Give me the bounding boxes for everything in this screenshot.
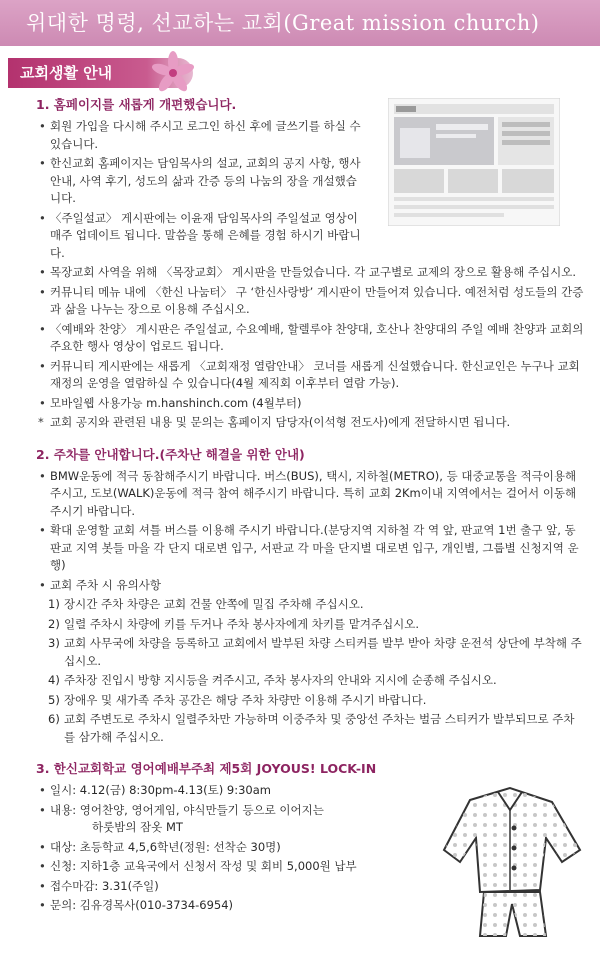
list-item: • 문의: 김유경목사(010-3734-6954) (36, 897, 396, 915)
pajama-illustration (440, 780, 590, 940)
list-item: • 일시: 4.12(금) 8:30pm-4.13(토) 9:30am (36, 782, 396, 800)
parking-rule-item: 6) 교회 주변도로 주차시 일렬주차만 가능하며 이중주차 및 중앙선 주차는 벌금 스티커가 발부되므로 주차를 삼가해 주십시오. (48, 712, 575, 744)
parking-rule-item: 5) 장애우 및 새가족 주차 공간은 해당 주차 차량만 이용해 주시기 바랍니다. (48, 692, 427, 707)
section-heading: 1. 홈페이지를 새롭게 개편했습니다. (36, 97, 237, 112)
list-item: • 확대 운영할 교회 셔틀 버스를 이용해 주시기 바랍니다.(분당지역 지하철 각 역 앞, 판교역 1번 출구 앞, 동판교 지역 봇들 마을 각 단지 대로변 입구, 서판교 각 마을 단지별 대로변 입구, 개인별, 그룹별 신청지역 운행) (36, 522, 584, 575)
header-banner (0, 0, 600, 46)
list-item: • 목장교회 사역을 위해 〈목장교회〉 게시판을 만들었습니다. 각 교구별로 교제의 장으로 활용해 주십시오. (36, 264, 584, 282)
section-tag-label: 교회생활 안내 (20, 64, 113, 82)
list-item: • 한신교회 홈페이지는 담임목사의 설교, 교회의 공지 사항, 행사 안내, 사역 후기, 성도의 삶과 간증 등의 나눔의 장을 개설했습니다. (36, 155, 366, 208)
section-heading: 2. 주차를 안내합니다.(주차난 해결을 위한 안내) (36, 446, 305, 462)
section-parking (36, 446, 584, 747)
section-homepage (36, 96, 584, 432)
parking-rule-item: 4) 주차장 진입시 방향 지시등을 켜주시고, 주차 봉사자의 안내와 지시에 순종해 주십시오. (48, 673, 497, 687)
list-item: • 접수마감: 3.31(주일) (36, 878, 396, 896)
list-item: • 모바일웹 사용가능 m.hanshinch.com (4월부터) (36, 395, 584, 413)
list-item: • 커뮤니티 게시판에는 새롭게 〈교회재정 열람안내〉 코너를 새롭게 신설했습니다. 한신교인은 누구나 교회 재정의 운영을 열람하실 수 있습니다(4월 제직회 이후부터 열람 가능). (36, 358, 584, 393)
list-item: • 커뮤니티 메뉴 내에 〈한신 나눔터〉 구 ‘한신사랑방’ 게시판이 만들어져 있습니다. 예전처럼 성도들의 간증과 삶을 나누는 장으로 이용해 주십시오. (36, 284, 584, 319)
section-heading: 3. 한신교회학교 영어예배부주최 제5회 JOYOUS! LOCK-IN (36, 761, 377, 776)
list-item: • 대상: 초등학교 4,5,6학년(정원: 선착순 30명) (36, 839, 396, 857)
parking-rule-item: 1) 장시간 주차 차량은 교회 건물 안쪽에 밀집 주차해 주십시오. (48, 597, 364, 611)
list-item: • 〈주일설교〉 게시판에는 이윤재 담임목사의 주일설교 영상이 매주 업데이트 됩니다. 말씀을 통해 은혜를 경험 하시기 바랍니다. (36, 210, 366, 263)
list-item: • BMW운동에 적극 동참해주시기 바랍니다. 버스(BUS), 택시, 지하철(METRO), 등 대중교통을 적극이용해 주시고, 도보(WALK)운동에 적극 참여 해주시기 바랍니다. 특히 교회 2Km이내 지역에서는 걸어서 이동해 주시기 바랍니다. (36, 468, 584, 521)
parking-rule-item: 3) 교회 사무국에 차량을 등록하고 교회에서 발부된 차량 스티커를 발부 받아 차량 운전석 상단에 부착해 주십시오. (48, 636, 582, 668)
note-item: * 교회 공지와 관련된 내용 및 문의는 홈페이지 담당자(이석형 전도사)에게 전달하시면 됩니다. (36, 414, 584, 432)
list-item: • 〈예배와 찬양〉 게시판은 주일설교, 수요예배, 할렐루야 찬양대, 호산나 찬양대의 주일 예배 찬양과 교회의 주요한 행사 영상이 업로드 됩니다. (36, 321, 584, 356)
list-item: • 회원 가입을 다시해 주시고 로그인 하신 후에 글쓰기를 하실 수 있습니다. (36, 118, 366, 153)
banner-title: 위대한 명령, 선교하는 교회(Great mission church) (26, 11, 540, 35)
parking-rule-item: 2) 일렬 주차시 차량에 키를 두거나 주차 봉사자에게 차키를 맡겨주십시오. (48, 616, 420, 631)
list-item: • 내용: 영어찬양, 영어게임, 야식만들기 등으로 이어지는 하룻밤의 잠옷 MT (36, 802, 396, 837)
list-item: • 교회 주차 시 유의사항 (36, 577, 584, 595)
list-item: • 신청: 지하1층 교육국에서 신청서 작성 및 회비 5,000원 납부 (36, 858, 396, 876)
flower-icon (150, 50, 196, 96)
